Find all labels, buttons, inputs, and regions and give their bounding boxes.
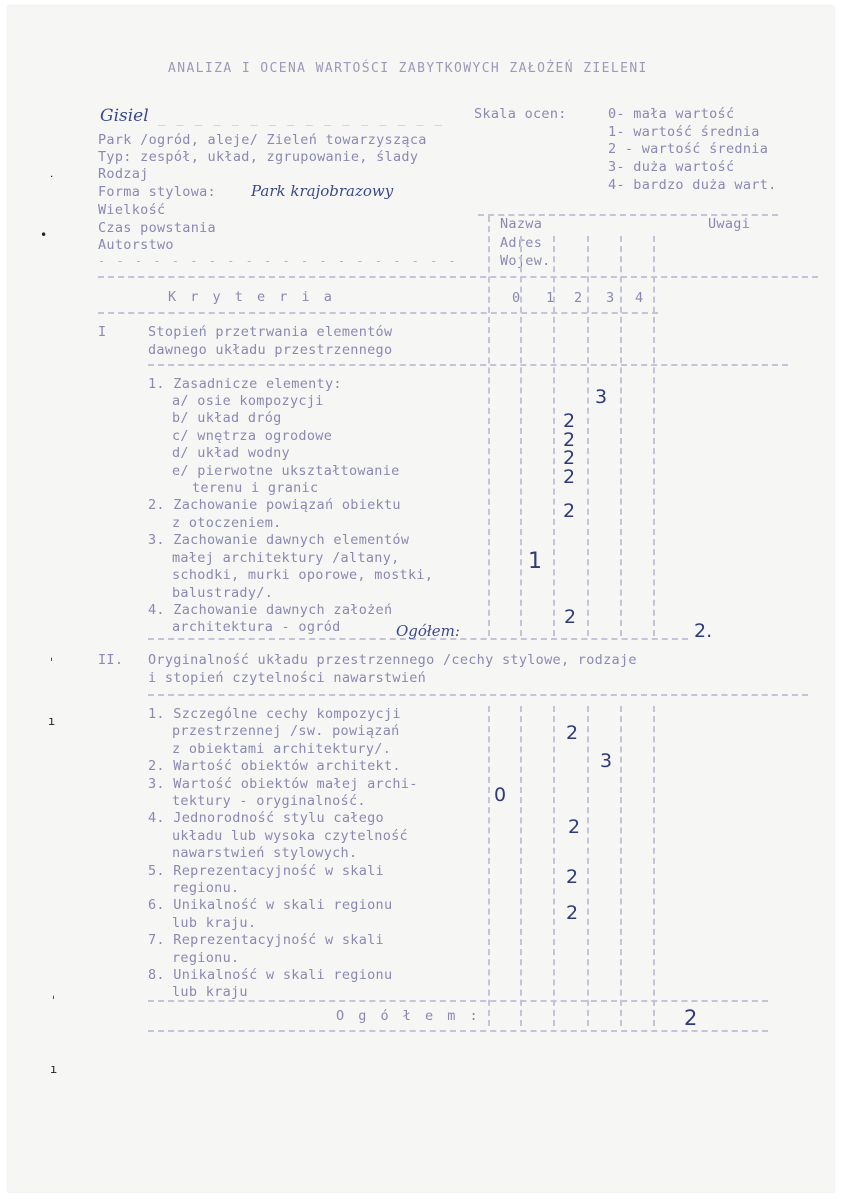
s1-item-3-cont1: małej architektury /altany, (172, 550, 400, 566)
s1-item-1e-cont: terenu i granic (192, 480, 319, 496)
s1-grade-1c: 2 (563, 429, 576, 451)
s2-item-5-cont: regionu. (172, 880, 240, 896)
s1-grade-2: 2 (563, 500, 576, 522)
s2-item-1-cont2: z obiektami architektury/. (172, 741, 392, 757)
col-rule-d (587, 236, 589, 636)
s2-grade-3: 0 (494, 784, 507, 806)
s1-item-1b: b/ układ dróg (172, 410, 282, 426)
skala-2: 2 - wartość średnia (608, 141, 769, 157)
nazwa-label: Nazwa (500, 216, 543, 232)
separator-section2 (148, 694, 808, 696)
col-3: 3 (606, 290, 615, 306)
section1-title-line1: Stopień przetrwania elementów (148, 324, 393, 340)
s1-grade-3: 1 (528, 549, 542, 574)
s2-item-4-cont1: układu lub wysoka czytelność (172, 828, 408, 844)
park-line: Park /ogród, aleje/ Zieleń towarzysząca (98, 132, 427, 148)
s2-item-1-cont1: przestrzennej /sw. powiązań (172, 723, 400, 739)
s2-grade-5: 2 (566, 866, 579, 888)
s2-item-8-cont: lub kraju (172, 984, 248, 1000)
col-rule-b (520, 236, 522, 636)
col-2: 2 (574, 290, 583, 306)
skala-4: 4- bardzo duża wart. (608, 177, 777, 193)
kryteria-label: K r y t e r i a (168, 289, 335, 305)
s2-item-3: 3. Wartość obiektów małej archi- (148, 776, 418, 792)
forma-label: Forma stylowa: (98, 184, 216, 200)
col2-rule-e (620, 706, 622, 1026)
section2-number: II. (98, 652, 124, 668)
separator-kryteria (98, 312, 658, 314)
s2-item-5: 5. Reprezentacyjność w skali (148, 863, 384, 879)
s2-item-8: 8. Unikalność w skali regionu (148, 967, 393, 983)
col-4: 4 (635, 290, 644, 306)
header-dash-line: - - - - - - - - - - - - - - - - - - - - (98, 254, 458, 268)
s2-item-4: 4. Jednorodność stylu całego (148, 810, 384, 826)
s2-grade-4: 2 (568, 816, 581, 838)
s1-total: 2. (694, 620, 713, 642)
wojew-label: Wojew. (500, 253, 551, 269)
col-0: 0 (512, 290, 521, 306)
col2-rule-d (587, 706, 589, 1026)
s2-grade-6: 2 (566, 902, 579, 924)
rodzaj-label: Rodzaj (98, 166, 149, 182)
s1-item-4-cont: architektura - ogród (172, 619, 341, 635)
place-name-handwritten: Gisiel (100, 106, 149, 126)
section2-title-line1: Oryginalność układu przestrzennego /cechy stylowe, rodzaje (148, 652, 637, 668)
skala-label: Skala ocen: (474, 106, 567, 122)
czas-label: Czas powstania (98, 220, 216, 236)
s2-grade-2: 3 (600, 750, 613, 772)
s2-item-7: 7. Reprezentacyjność w skali (148, 932, 384, 948)
document-title: ANALIZA I OCENA WARTOŚCI ZABYTKOWYCH ZAŁOŻEŃ ZIELENI (168, 61, 648, 76)
place-dashes: _ _ _ _ _ _ _ _ _ _ _ _ _ _ _ _ (158, 112, 444, 126)
col-1: 1 (546, 290, 555, 306)
margin-mark: ı (48, 714, 56, 728)
col2-rule-b (520, 706, 522, 1026)
section2-title-line2: i stopień czytelności nawarstwień (148, 670, 427, 686)
margin-mark: ˈ (48, 656, 56, 670)
section1-title-line2: dawnego układu przestrzennego (148, 342, 393, 358)
s2-item-6: 6. Unikalność w skali regionu (148, 897, 393, 913)
skala-1: 1- wartość średnia (608, 124, 760, 140)
col2-rule-c (553, 706, 555, 1026)
margin-mark: • (40, 228, 48, 242)
s2-item-4-cont2: nawarstwień stylowych. (172, 845, 358, 861)
s1-grade-4: 2 (564, 606, 577, 628)
s1-item-3-cont2: schodki, murki oporowe, mostki, (172, 567, 434, 583)
separator-section1 (148, 364, 788, 366)
separator-ogolem2-top (148, 1000, 768, 1002)
skala-3: 3- duża wartość (608, 159, 735, 175)
s2-ogolem-label: O g ó ł e m : (336, 1008, 481, 1024)
adres-label: Adres (500, 235, 543, 251)
s1-grade-1: 3 (595, 386, 608, 408)
s1-item-3: 3. Zachowanie dawnych elementów (148, 532, 410, 548)
s1-item-1d: d/ układ wodny (172, 445, 290, 461)
s1-grade-1b: 2 (563, 410, 576, 432)
document-page (8, 6, 834, 1192)
col-rule-e (620, 236, 622, 636)
s1-item-2: 2. Zachowanie powiązań obiektu (148, 497, 401, 513)
uwagi-label: Uwagi (708, 216, 751, 232)
s1-item-1e: e/ pierwotne ukształtowanie (172, 463, 400, 479)
s1-grade-1d: 2 (563, 447, 576, 469)
s1-item-1c: c/ wnętrza ogrodowe (172, 428, 333, 444)
s1-item-4: 4. Zachowanie dawnych założeń (148, 602, 393, 618)
s2-item-7-cont: regionu. (172, 950, 240, 966)
separator-ogolem2-bottom (148, 1030, 768, 1032)
autorstwo-label: Autorstwo (98, 237, 174, 253)
s1-item-3-cont3: balustrady/. (172, 585, 274, 601)
section1-number: I (98, 324, 107, 340)
col-rule-f (653, 236, 655, 636)
col-rule-c (553, 236, 555, 636)
col-rule-a (488, 216, 490, 636)
s2-item-2: 2. Wartość obiektów architekt. (148, 758, 401, 774)
s2-grade-1: 2 (566, 722, 579, 744)
header-table-top-rule (478, 214, 778, 216)
s1-item-1a: a/ osie kompozycji (172, 393, 324, 409)
col2-rule-a (488, 706, 490, 1026)
margin-mark: ı (50, 1062, 58, 1076)
margin-mark: ˙ (48, 174, 56, 188)
s1-ogolem-label: Ogółem: (396, 622, 460, 640)
col2-rule-f (653, 706, 655, 1026)
skala-0: 0- mała wartość (608, 106, 735, 122)
s2-item-1: 1. Szczególne cechy kompozycji (148, 706, 401, 722)
forma-handwritten: Park krajobrazowy (251, 182, 394, 200)
s2-item-6-cont: lub kraju. (172, 915, 257, 931)
s1-item-2-cont: z otoczeniem. (172, 515, 282, 531)
s1-item-1: 1. Zasadnicze elementy: (148, 376, 342, 392)
s2-item-3-cont: tektury - oryginalność. (172, 793, 366, 809)
typ-line: Typ: zespół, układ, zgrupowanie, ślady (98, 149, 419, 165)
s2-total: 2 (684, 1006, 698, 1030)
wielkosc-label: Wielkość (98, 202, 166, 218)
s1-grade-1e: 2 (563, 466, 576, 488)
margin-mark: ˈ (50, 994, 58, 1008)
separator-top (98, 276, 818, 278)
